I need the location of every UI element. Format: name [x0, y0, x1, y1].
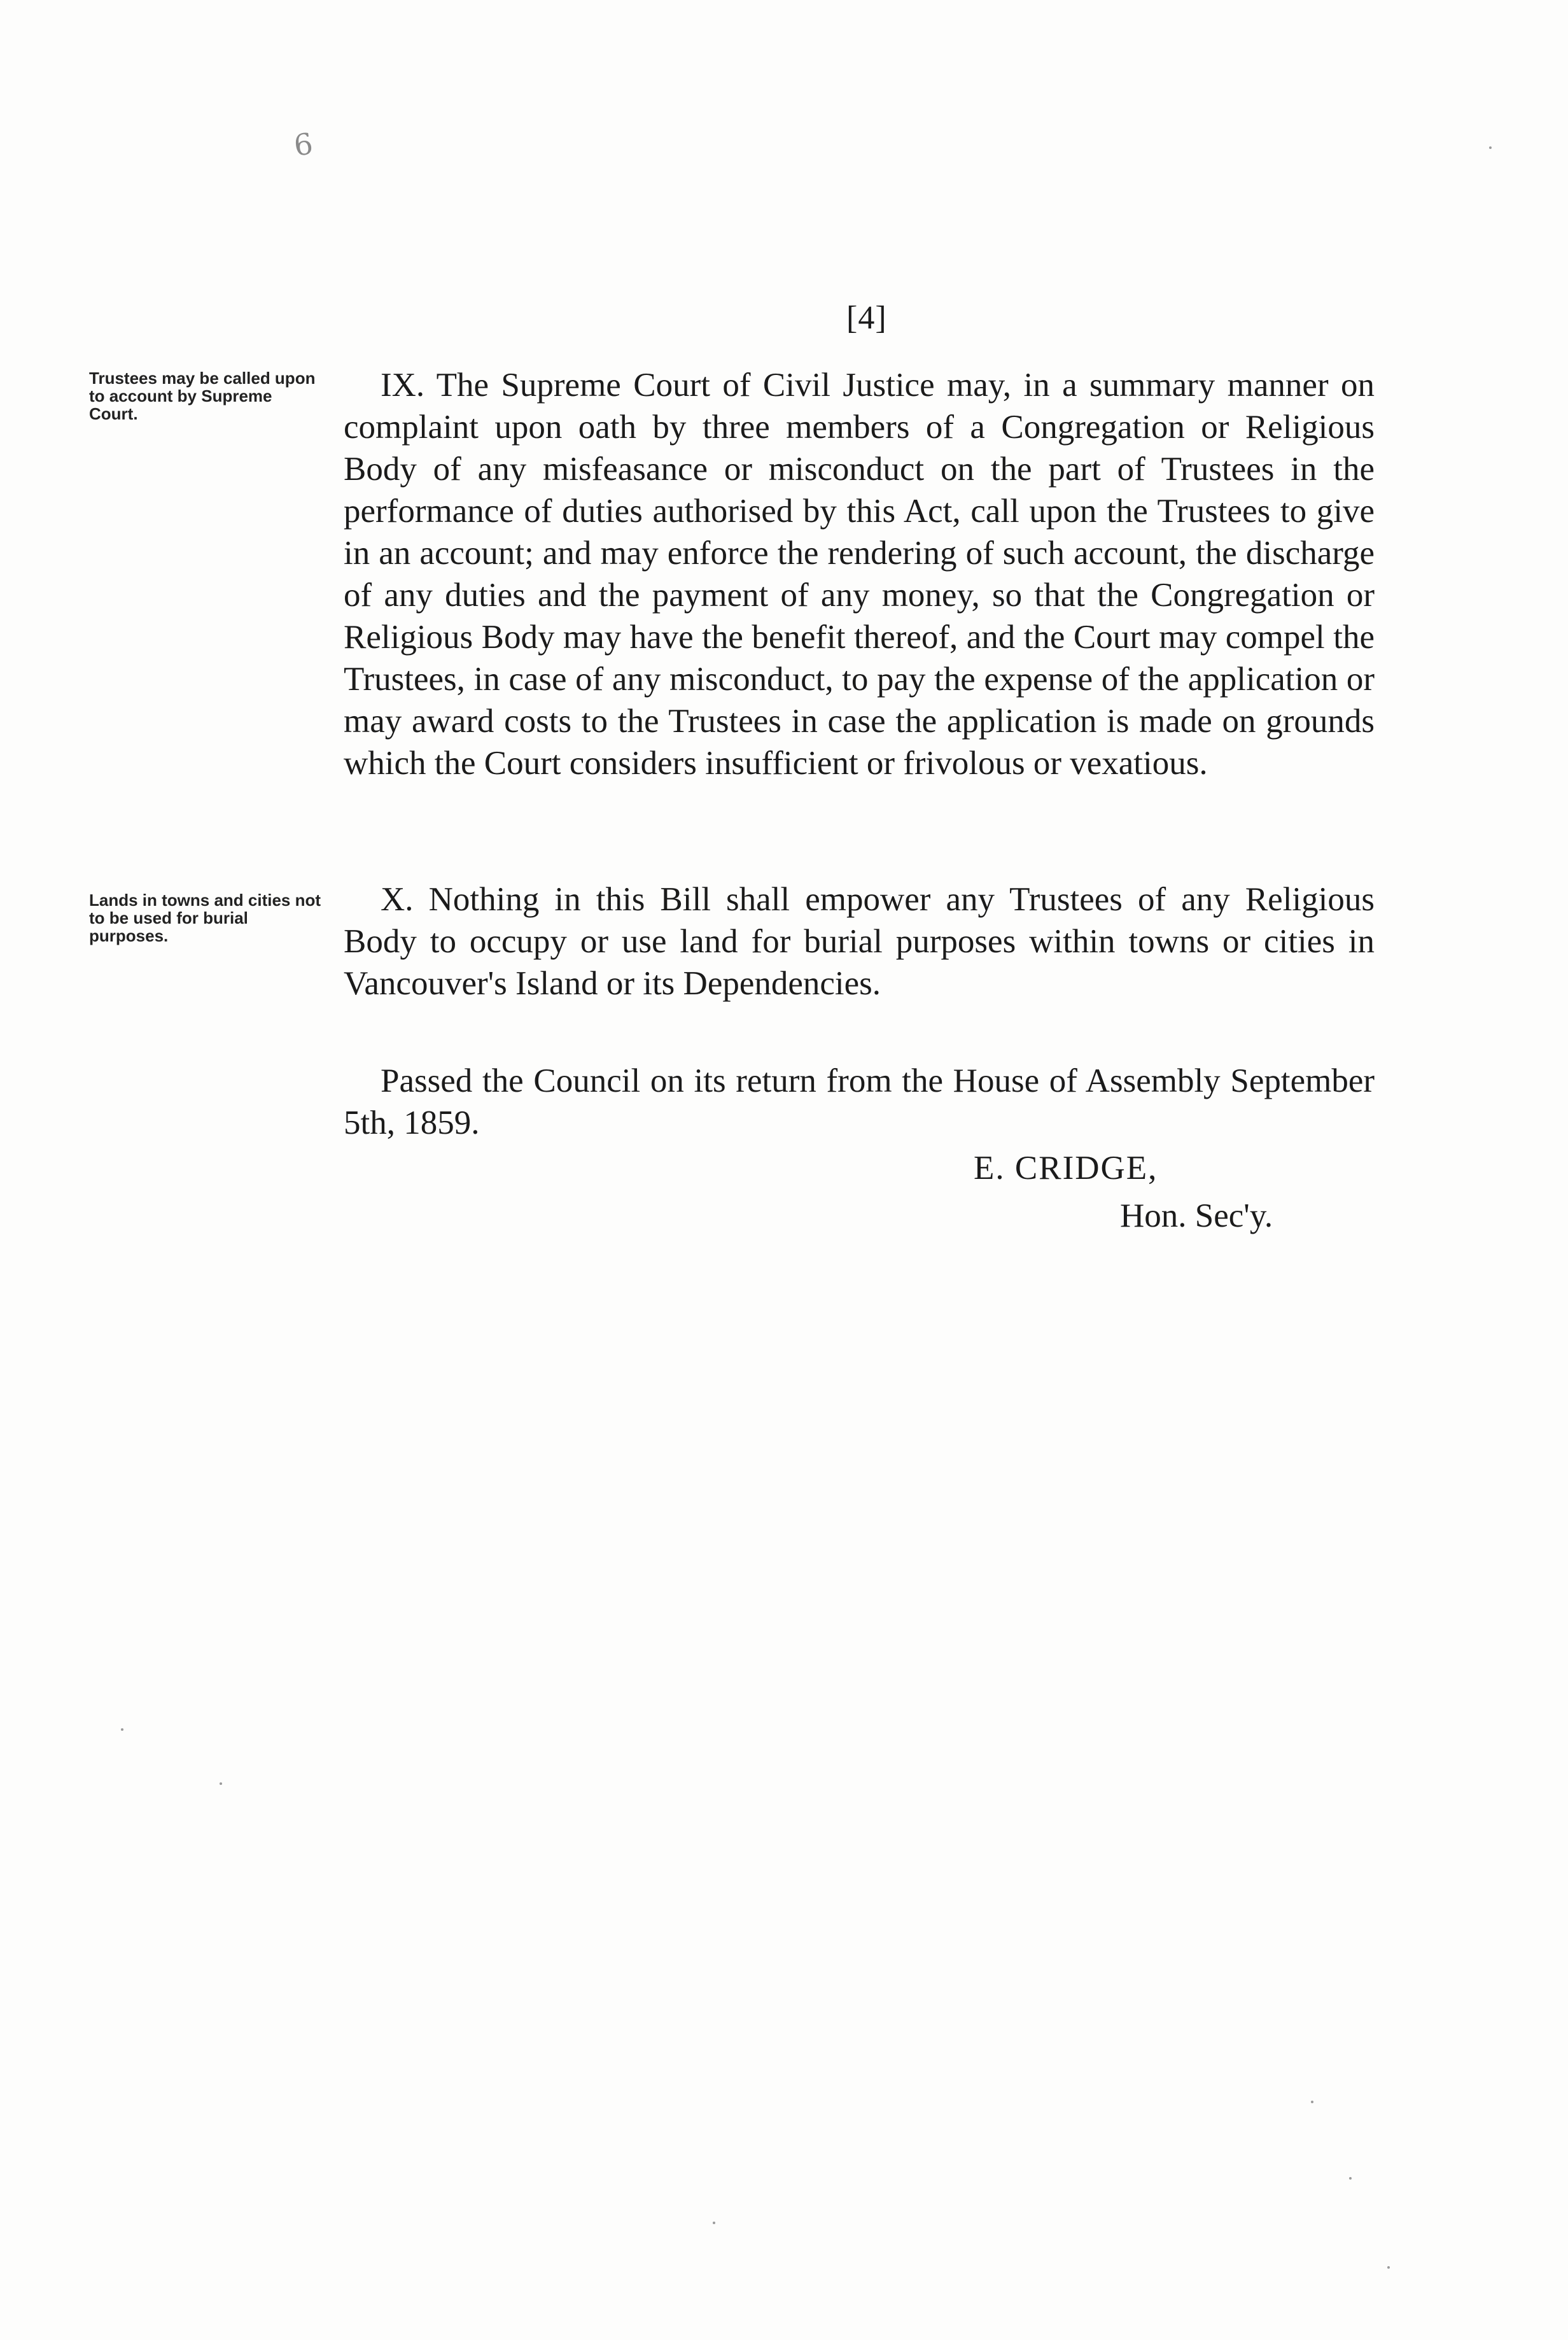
margin-note-section-x: Lands in towns and cities not to be used for burial purposes.	[89, 891, 321, 945]
signer-name: E. CRIDGE,	[974, 1150, 1158, 1187]
scan-speck	[1489, 146, 1492, 149]
scan-speck	[1349, 2177, 1352, 2180]
scan-speck	[121, 1728, 123, 1731]
scan-speck	[713, 2222, 715, 2224]
scan-speck	[220, 1782, 222, 1785]
scan-speck	[1387, 2266, 1390, 2269]
section-x-text: X. Nothing in this Bill shall empower any Trustees of any Religious Body to occupy or use land for burial purposes within towns or cities in Vancouver's Island or its Dependencies.	[344, 881, 1375, 1002]
section-x	[344, 878, 1375, 1004]
scan-speck	[1311, 2101, 1313, 2103]
page-number: [4]	[846, 300, 887, 336]
pencil-annotation: 6	[291, 126, 315, 163]
signer-title: Hon. Sec'y.	[1120, 1197, 1273, 1234]
margin-note-section-ix: Trustees may be called upon to account by Supreme Court.	[89, 369, 316, 423]
passed-statement	[344, 1060, 1375, 1144]
section-ix	[344, 364, 1375, 784]
section-ix-text: IX. The Supreme Court of Civil Justice may, in a summary manner on complaint upon oath by three members of a Congregation or Religious Body of any misfeasance or misconduct on the part of Trustees in the performance of duties authorised by this Act, call upon the Trustees to give in an account; and may enforce the rendering of such account, the discharge of any duties and the payment of any money, so that the Congregation or Religious Body may have the benefit thereof, and the Court may compel the Trustees, in case of any misconduct, to pay the expense of the application or may award costs to the Trustees in case the application is made on grounds which the Court considers insufficient or frivolous or vexatious.	[344, 367, 1375, 782]
passed-text: Passed the Council on its return from the House of Assembly September 5th, 1859.	[344, 1062, 1375, 1141]
